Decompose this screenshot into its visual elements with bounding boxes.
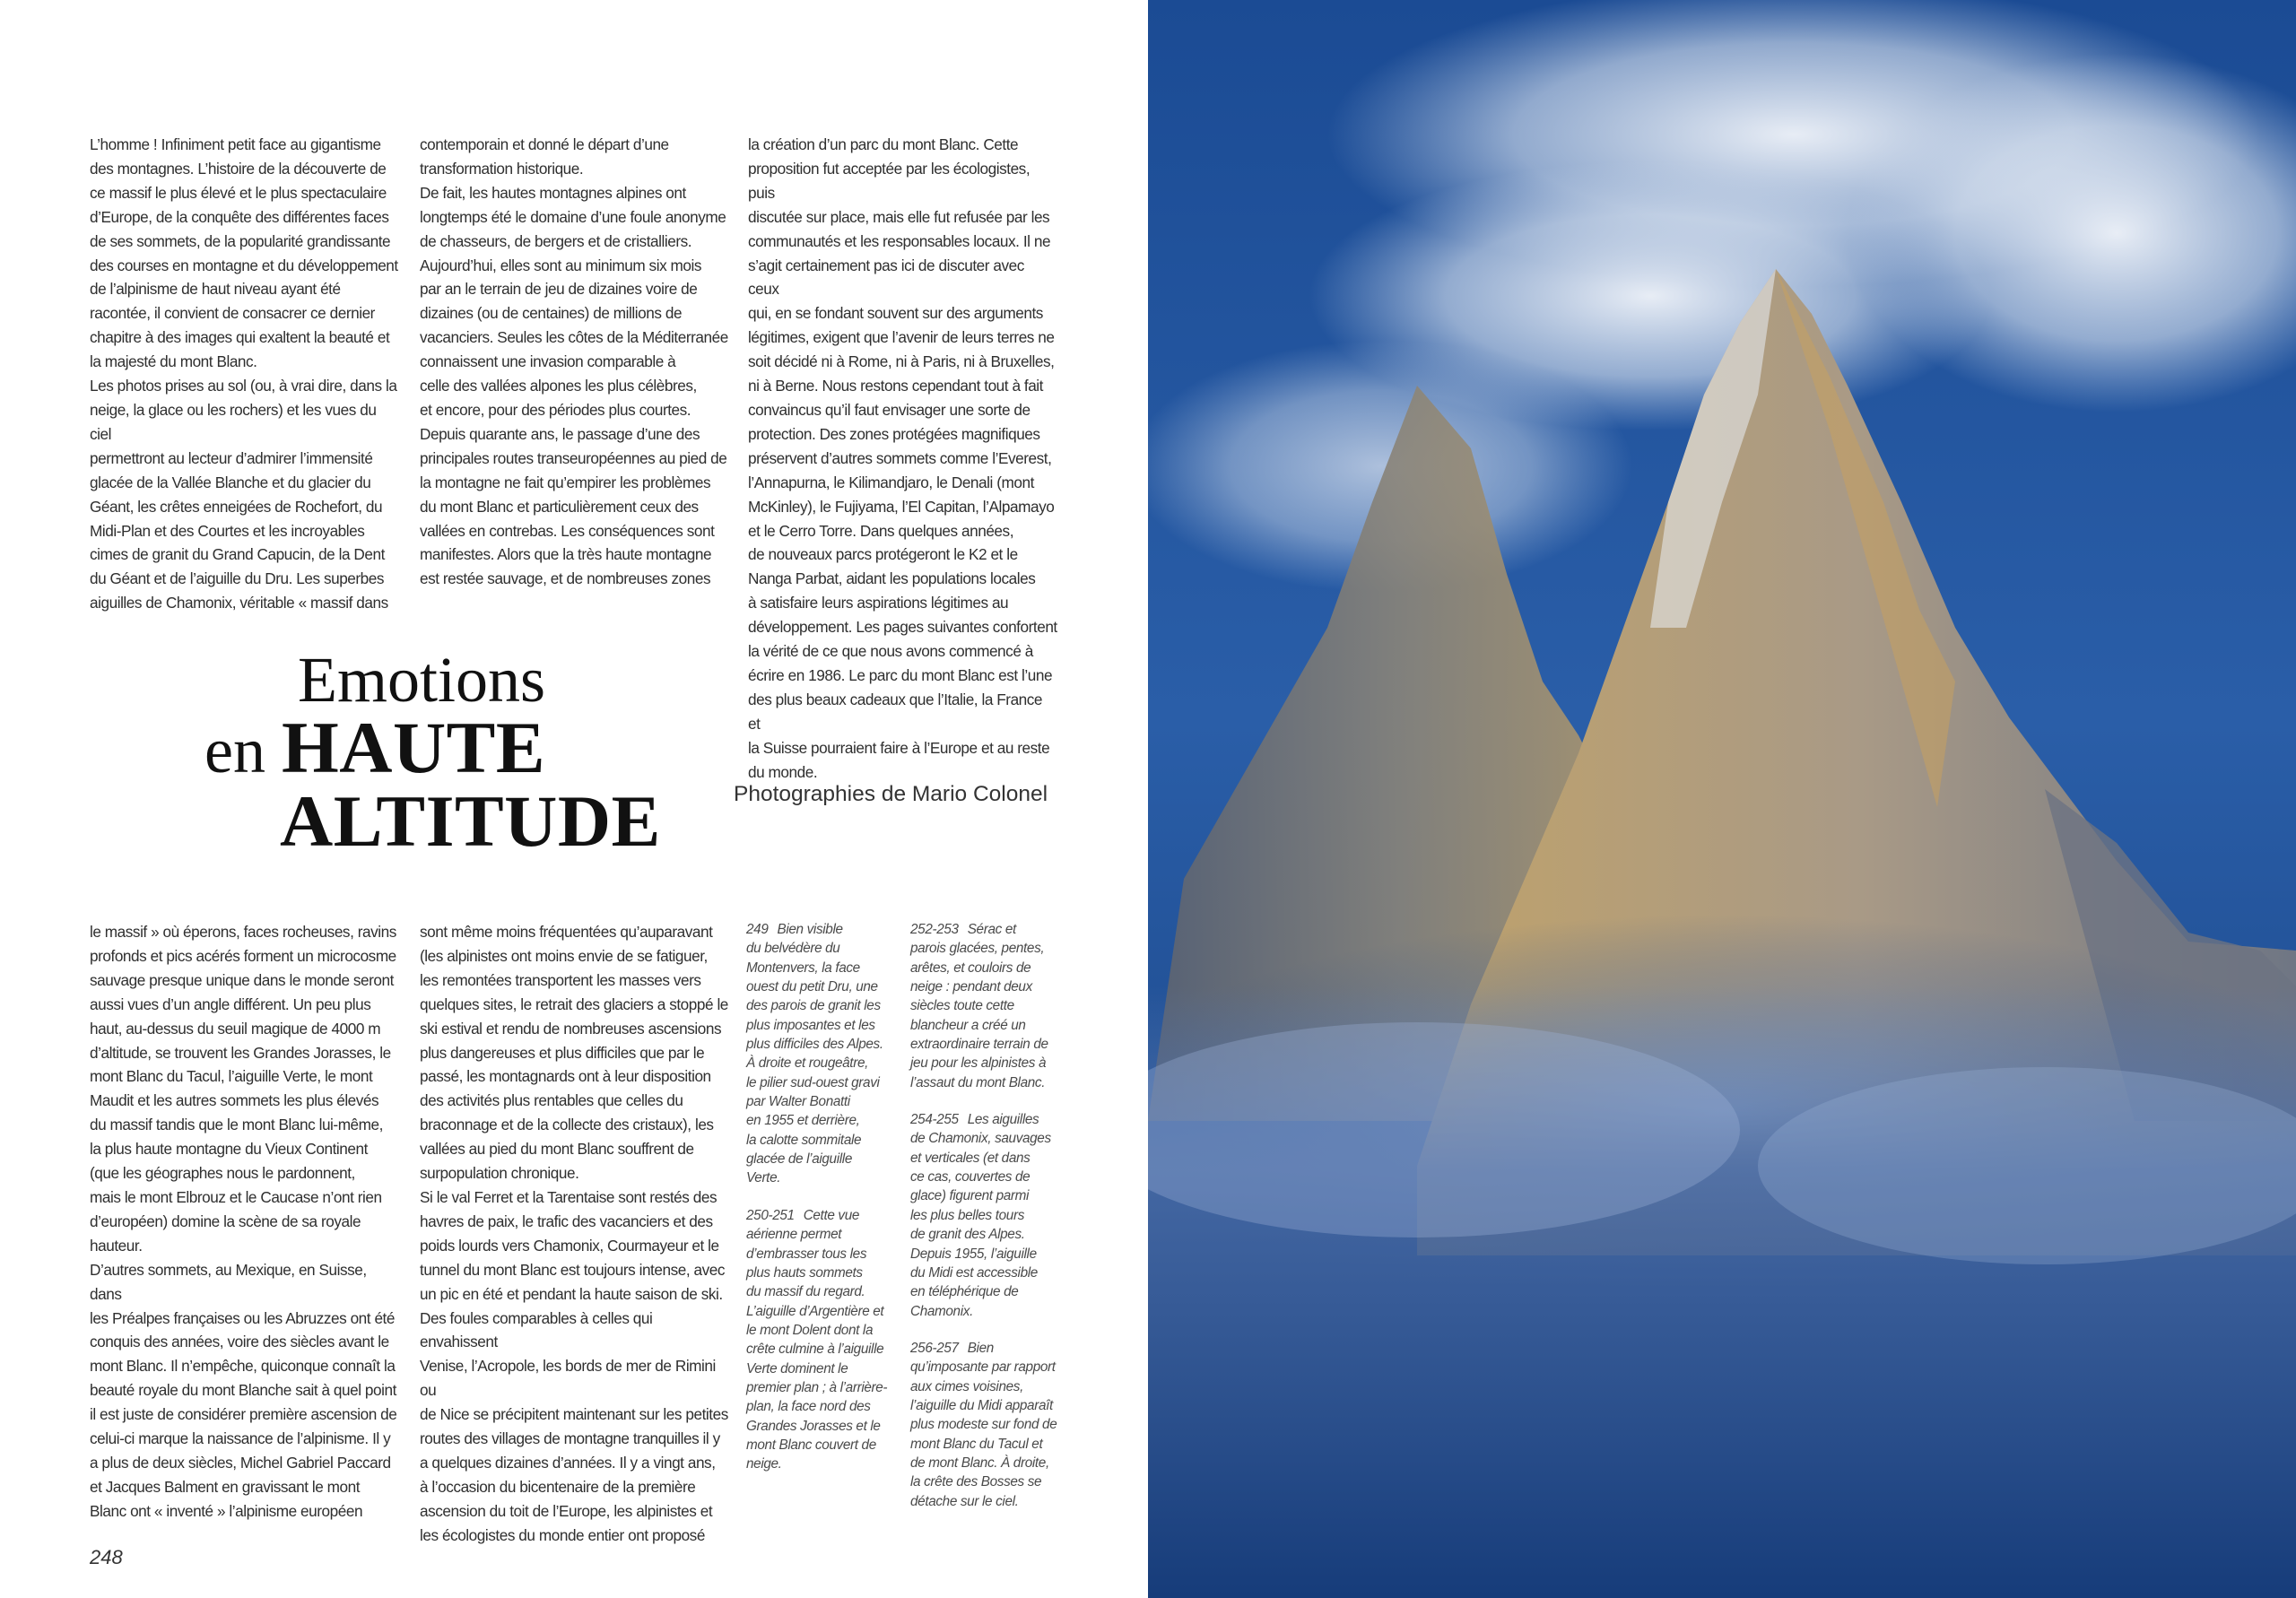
- text-line: des activités plus rentables que celles du: [420, 1091, 683, 1110]
- caption-line: glace) figurent parmi: [910, 1188, 1030, 1204]
- caption-line: du belvédère du: [746, 941, 840, 957]
- caption-line: Grandes Jorasses et le: [746, 1418, 881, 1434]
- text-line: les écologistes du monde entier ont proposé: [420, 1525, 705, 1544]
- text-line: communautés et les responsables locaux. Il ne: [748, 231, 1051, 250]
- caption-line: du massif du regard.: [746, 1284, 865, 1300]
- text-line: vallées au pied du mont Blanc souffrent de: [420, 1140, 694, 1159]
- text-line: convaincus qu’il faut envisager une sorte de: [748, 400, 1031, 419]
- text-line: d’européen) domine la scène de sa royale: [90, 1212, 361, 1230]
- text-line: la montagne ne fait qu’empirer les problèmes: [420, 473, 711, 491]
- photo-caption: [910, 920, 1072, 1092]
- text-line: la Suisse pourraient faire à l’Europe et au reste: [748, 738, 1050, 757]
- text-line: chapitre à des images qui exaltent la beauté et: [90, 328, 390, 347]
- text-line: celui-ci marque la naissance de l’alpinisme. Il y: [90, 1429, 391, 1448]
- text-line: la plus haute montagne du Vieux Continent: [90, 1140, 368, 1159]
- caption-page-number: 254-255: [910, 1112, 959, 1128]
- text-line: du Géant et de l’aiguille du Dru. Les superbes: [90, 569, 385, 588]
- title-word-en: en: [204, 715, 282, 786]
- text-line: proposition fut acceptée par les écologistes, puis: [748, 159, 1031, 202]
- text-line: passé, les montagnards ont à leur disposition: [420, 1067, 711, 1086]
- caption-column-b: [910, 920, 1072, 1529]
- text-line: de nouveaux parcs protégeront le K2 et le: [748, 545, 1018, 564]
- text-line: de ses sommets, de la popularité grandissante: [90, 231, 391, 250]
- photo-caption: [746, 920, 903, 1188]
- caption-line: de Chamonix, sauvages: [910, 1131, 1051, 1147]
- article-title-line-1: Emotions: [298, 644, 546, 716]
- caption-line: la crête des Bosses se: [910, 1474, 1042, 1490]
- text-line: la majesté du mont Blanc.: [90, 352, 257, 371]
- text-line: ski estival et rendu de nombreuses ascensions: [420, 1019, 722, 1038]
- page-number: 248: [90, 1546, 123, 1568]
- caption-line: plus modeste sur fond de: [910, 1417, 1057, 1433]
- caption-line: le pilier sud-ouest gravi: [746, 1074, 880, 1090]
- caption-page-number: 252-253: [910, 922, 959, 937]
- text-line: vacanciers. Seules les côtes de la Méditerranée: [420, 328, 728, 347]
- text-line: havres de paix, le trafic des vacanciers et des: [420, 1212, 713, 1230]
- title-word-haute: HAUTE: [281, 707, 546, 788]
- text-line: hauteur.: [90, 1236, 143, 1255]
- text-line: du mont Blanc et particulièrement ceux des: [420, 497, 699, 516]
- text-line: les Préalpes françaises ou les Abruzzes ont été: [90, 1308, 395, 1327]
- caption-line: les plus belles tours: [910, 1207, 1024, 1223]
- text-line: longtemps été le domaine d’une foule anonyme: [420, 207, 726, 226]
- text-line: principales routes transeuropéennes au pied de: [420, 448, 727, 467]
- text-line: d’Europe, de la conquête des différentes faces: [90, 207, 389, 226]
- text-line: est restée sauvage, et de nombreuses zones: [420, 569, 711, 588]
- text-line: l’Annapurna, le Kilimandjaro, le Denali (mont: [748, 473, 1034, 491]
- text-column-2-bottom: [420, 920, 734, 1548]
- text-line: du monde.: [748, 762, 818, 781]
- text-line: L’homme ! Infiniment petit face au gigantisme: [90, 135, 381, 153]
- caption-line: l’aiguille du Midi apparaît: [910, 1397, 1053, 1413]
- caption-line: extraordinaire terrain de: [910, 1037, 1048, 1053]
- text-column-1-bottom: [90, 920, 399, 1524]
- caption-line: parois glacées, pentes,: [910, 941, 1045, 957]
- caption-line: neige.: [746, 1456, 782, 1472]
- text-line: soit décidé ni à Rome, ni à Paris, ni à Bruxelles,: [748, 352, 1055, 371]
- caption-line: ce cas, couvertes de: [910, 1169, 1031, 1185]
- mountain-peak-photo: [1148, 0, 2296, 1598]
- text-line: Nanga Parbat, aidant les populations locales: [748, 569, 1036, 588]
- text-line: légitimes, exigent que l’avenir de leurs terres ne: [748, 328, 1055, 347]
- caption-line: Verte dominent le: [746, 1360, 848, 1377]
- caption-line: siècles toute cette: [910, 998, 1014, 1014]
- caption-line: mont Blanc du Tacul et: [910, 1436, 1043, 1452]
- text-line: Depuis quarante ans, le passage d’une des: [420, 424, 700, 443]
- text-line: de l’alpinisme de haut niveau ayant été: [90, 280, 341, 299]
- text-line: transformation historique.: [420, 159, 584, 178]
- caption-line: et verticales (et dans: [910, 1150, 1031, 1166]
- text-line: plus dangereuses et plus difficiles que par le: [420, 1043, 705, 1062]
- caption-line: aux cimes voisines,: [910, 1378, 1023, 1394]
- text-line: conquis des années, voire des siècles avant le: [90, 1333, 389, 1351]
- caption-line: l’assaut du mont Blanc.: [910, 1074, 1046, 1090]
- text-line: et encore, pour des périodes plus courtes.: [420, 400, 691, 419]
- text-line: mont Blanc du Tacul, l’aiguille Verte, le mont: [90, 1067, 373, 1086]
- text-line: un pic en été et pendant la haute saison de ski.: [420, 1284, 723, 1303]
- text-line: neige, la glace ou les rochers) et les vues du ciel: [90, 400, 377, 443]
- text-line: McKinley), le Fujiyama, l’El Capitan, l’Alpamayo: [748, 497, 1055, 516]
- caption-line: plan, la face nord des: [746, 1399, 871, 1415]
- caption-page-number: 256-257: [910, 1340, 959, 1356]
- text-line: à satisfaire leurs aspirations légitimes au: [748, 594, 1009, 612]
- text-line: glacée de la Vallée Blanche et du glacier du: [90, 473, 371, 491]
- caption-line: plus hauts sommets: [746, 1264, 863, 1281]
- caption-line: de granit des Alpes.: [910, 1227, 1025, 1243]
- text-line: des montagnes. L’histoire de la découverte de: [90, 159, 387, 178]
- caption-line: détache sur le ciel.: [910, 1493, 1019, 1509]
- caption-line: neige : pendant deux: [910, 979, 1032, 995]
- text-line: d’altitude, se trouvent les Grandes Jorasses, le: [90, 1043, 391, 1062]
- text-line: poids lourds vers Chamonix, Courmayeur et le: [420, 1236, 719, 1255]
- text-line: il est juste de considérer première ascension de: [90, 1405, 397, 1424]
- text-line: Midi-Plan et des Courtes et les incroyables: [90, 521, 365, 540]
- caption-line: glacée de l’aiguille: [746, 1151, 853, 1168]
- text-line: Géant, les crêtes enneigées de Rochefort, du: [90, 497, 383, 516]
- caption-line: par Walter Bonatti: [746, 1094, 850, 1110]
- text-line: tunnel du mont Blanc est toujours intense, avec: [420, 1260, 726, 1279]
- text-line: profonds et pics acérés forment un microcosme: [90, 946, 396, 965]
- caption-line: de mont Blanc. À droite,: [910, 1455, 1049, 1471]
- text-line: et le Cerro Torre. Dans quelques années,: [748, 521, 1014, 540]
- caption-line: blancheur a créé un: [910, 1017, 1026, 1033]
- text-line: sauvage presque unique dans le monde seront: [90, 970, 394, 989]
- caption-line: mont Blanc couvert de: [746, 1437, 876, 1453]
- text-line: Maudit et les autres sommets les plus élevés: [90, 1091, 379, 1110]
- text-line: ascension du toit de l’Europe, les alpinistes et: [420, 1501, 713, 1520]
- caption-line: en téléphérique de: [910, 1284, 1019, 1300]
- text-line: Si le val Ferret et la Tarentaise sont restés des: [420, 1187, 718, 1206]
- caption-line: ouest du petit Dru, une: [746, 979, 878, 995]
- text-line: a quelques dizaines d’années. Il y a vingt ans,: [420, 1453, 716, 1472]
- text-line: le massif » où éperons, faces rocheuses, ravins: [90, 923, 396, 941]
- text-line: haut, au-dessus du seuil magique de 4000 m: [90, 1019, 381, 1038]
- text-line: (que les géographes nous le pardonnent,: [90, 1164, 355, 1183]
- text-line: surpopulation chronique.: [420, 1164, 579, 1183]
- caption-line: L’aiguille d’Argentière et: [746, 1303, 884, 1319]
- text-line: la création d’un parc du mont Blanc. Cette: [748, 135, 1019, 153]
- caption-line: Depuis 1955, l’aiguille: [910, 1246, 1037, 1262]
- text-line: permettront au lecteur d’admirer l’immensité: [90, 448, 373, 467]
- text-line: contemporain et donné le départ d’une: [420, 135, 669, 153]
- text-line: quelques sites, le retrait des glaciers a stoppé le: [420, 994, 728, 1013]
- text-line: connaissent une invasion comparable à: [420, 352, 676, 371]
- text-line: Blanc ont « inventé » l’alpinisme européen: [90, 1501, 363, 1520]
- text-line: celle des vallées alpones les plus célèbres,: [420, 377, 697, 395]
- text-line: à l’occasion du bicentenaire de la première: [420, 1477, 696, 1496]
- text-line: du massif tandis que le mont Blanc lui-même,: [90, 1116, 383, 1134]
- text-column-3-top: [748, 133, 1057, 784]
- caption-line: premier plan ; à l’arrière-: [746, 1379, 888, 1395]
- text-line: manifestes. Alors que la très haute montagne: [420, 545, 712, 564]
- text-line: de chasseurs, de bergers et de cristalliers.: [420, 231, 692, 250]
- caption-line: des parois de granit les: [746, 998, 881, 1014]
- text-column-1-top: [90, 133, 399, 615]
- caption-page-number: 249: [746, 922, 769, 937]
- article-title-line-2: [204, 707, 546, 788]
- text-line: qui, en se fondant souvent sur des arguments: [748, 304, 1043, 323]
- caption-page-number: 250-251: [746, 1207, 795, 1223]
- text-line: des courses en montagne et du développement: [90, 256, 398, 274]
- text-line: par an le terrain de jeu de dizaines voire de: [420, 280, 698, 299]
- text-line: beauté royale du mont Blanche sait à quel point: [90, 1381, 396, 1400]
- text-line: préservent d’autres sommets comme l’Everest,: [748, 448, 1052, 467]
- photo-caption: [910, 1110, 1072, 1321]
- text-line: cimes de granit du Grand Capucin, de la Dent: [90, 545, 385, 564]
- text-line: ni à Berne. Nous restons cependant tout à fait: [748, 377, 1044, 395]
- caption-line: arêtes, et couloirs de: [910, 960, 1031, 976]
- text-line: mont Blanc. Il n’empêche, quiconque connaît la: [90, 1357, 396, 1376]
- caption-column-a: [746, 920, 903, 1492]
- text-line: protection. Des zones protégées magnifiques: [748, 424, 1040, 443]
- caption-line: Montenvers, la face: [746, 960, 860, 976]
- article-title-line-3: ALTITUDE: [280, 780, 661, 862]
- text-line: racontée, il convient de consacrer ce dernier: [90, 304, 375, 323]
- text-line: D’autres sommets, au Mexique, en Suisse, dans: [90, 1260, 367, 1303]
- text-line: (les alpinistes ont moins envie de se fatiguer,: [420, 946, 708, 965]
- caption-line: Chamonix.: [910, 1303, 973, 1319]
- text-line: routes des villages de montagne tranquilles il y: [420, 1429, 720, 1448]
- text-line: écrire en 1986. Le parc du mont Blanc est l’une: [748, 665, 1053, 684]
- text-line: a plus de deux siècles, Michel Gabriel Paccard: [90, 1453, 391, 1472]
- text-line: développement. Les pages suivantes confortent: [748, 618, 1057, 637]
- text-line: et Jacques Balment en gravissant le mont: [90, 1477, 361, 1496]
- caption-line: Bien: [967, 1340, 994, 1356]
- caption-line: d’embrasser tous les: [746, 1246, 867, 1262]
- text-line: de Nice se précipitent maintenant sur les petites: [420, 1405, 728, 1424]
- photo-caption: [910, 1339, 1072, 1511]
- caption-line: crête culmine à l’aiguille: [746, 1342, 884, 1358]
- photographer-credit: Photographies de Mario Colonel: [734, 782, 1048, 806]
- text-line: ce massif le plus élevé et le plus spectaculaire: [90, 183, 387, 202]
- caption-line: Sérac et: [967, 922, 1016, 937]
- text-line: Des foules comparables à celles qui envahissent: [420, 1308, 653, 1351]
- text-line: la vérité de ce que nous avons commencé à: [748, 642, 1033, 661]
- caption-line: Verte.: [746, 1170, 781, 1186]
- caption-line: plus difficiles des Alpes.: [746, 1037, 883, 1053]
- text-column-2-top: [420, 133, 729, 591]
- text-line: s’agit certainement pas ici de discuter avec ceux: [748, 256, 1024, 299]
- caption-line: aérienne permet: [746, 1227, 842, 1243]
- text-line: les remontées transportent les masses vers: [420, 970, 701, 989]
- photo-caption: [746, 1206, 903, 1474]
- text-line: braconnage et de la collecte des cristaux), les: [420, 1116, 714, 1134]
- text-line: Venise, l’Acropole, les bords de mer de Rimini ou: [420, 1357, 716, 1400]
- caption-line: la calotte sommitale: [746, 1132, 862, 1148]
- caption-line: en 1955 et derrière,: [746, 1113, 860, 1129]
- caption-line: Cette vue: [803, 1207, 860, 1223]
- text-line: Aujourd’hui, elles sont au minimum six mois: [420, 256, 702, 274]
- text-line: vallées en contrebas. Les conséquences sont: [420, 521, 715, 540]
- caption-line: Les aiguilles: [967, 1112, 1039, 1128]
- caption-line: plus imposantes et les: [746, 1017, 875, 1033]
- caption-line: qu’imposante par rapport: [910, 1359, 1056, 1376]
- caption-line: le mont Dolent dont la: [746, 1322, 874, 1338]
- text-line: sont même moins fréquentées qu’auparavant: [420, 923, 713, 941]
- text-line: discutée sur place, mais elle fut refusée par les: [748, 207, 1050, 226]
- text-line: des plus beaux cadeaux que l’Italie, la France et: [748, 690, 1043, 733]
- caption-line: jeu pour les alpinistes à: [910, 1055, 1047, 1072]
- caption-line: du Midi est accessible: [910, 1264, 1038, 1281]
- text-line: Les photos prises au sol (ou, à vrai dire, dans la: [90, 377, 397, 395]
- text-line: mais le mont Elbrouz et le Caucase n’ont rien: [90, 1187, 382, 1206]
- text-line: aussi vues d’un angle différent. Un peu plus: [90, 994, 371, 1013]
- text-line: dizaines (ou de centaines) de millions de: [420, 304, 683, 323]
- caption-line: À droite et rougeâtre,: [746, 1055, 869, 1072]
- text-line: De fait, les hautes montagnes alpines ont: [420, 183, 686, 202]
- caption-line: Bien visible: [777, 922, 843, 937]
- text-line: aiguilles de Chamonix, véritable « massif dans: [90, 594, 388, 612]
